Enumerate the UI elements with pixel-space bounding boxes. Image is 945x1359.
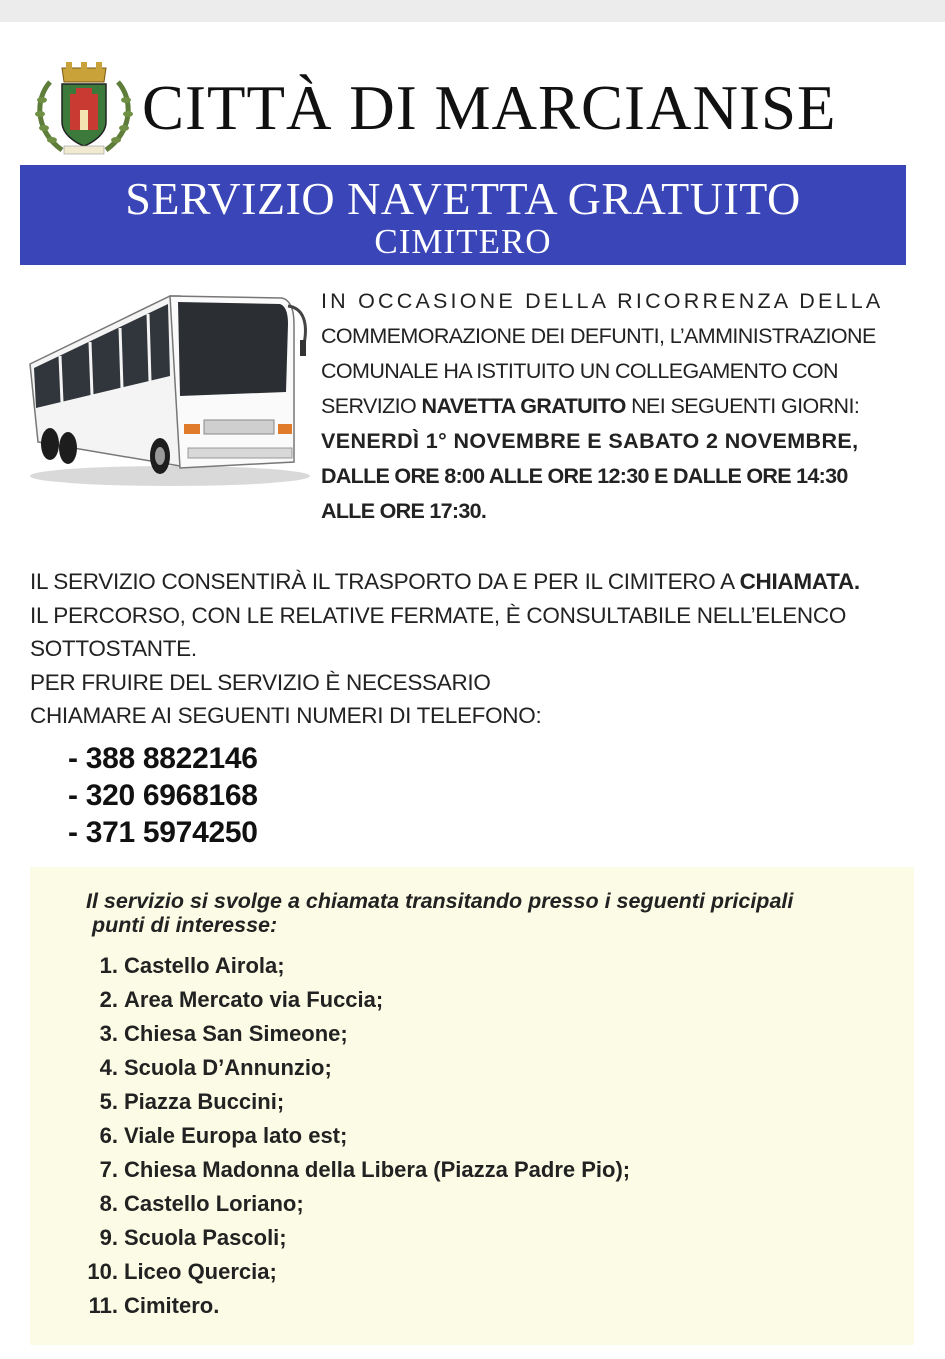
list-item [70, 1017, 630, 1051]
service-line [30, 565, 920, 599]
stop-number: 7. [99, 1157, 118, 1182]
stop-label: Viale Europa lato est; [124, 1123, 348, 1148]
title-banner [20, 165, 906, 265]
stop-number: 6. [99, 1123, 118, 1148]
phone-number[interactable]: - 371 5974250 [68, 816, 258, 849]
list-item [70, 1153, 630, 1187]
banner-subtitle: CIMITERO [374, 222, 552, 261]
list-item [70, 1051, 630, 1085]
list-item [70, 949, 630, 983]
service-paragraph [30, 565, 920, 733]
city-name-heading: CITTÀ DI MARCIANISE [142, 73, 837, 143]
stop-label: Liceo Quercia; [124, 1259, 277, 1284]
stop-label: Scuola Pascoli; [124, 1225, 287, 1250]
intro-highlight: NAVETTA GRATUITO [421, 394, 626, 418]
banner-title: SERVIZIO NAVETTA GRATUITO [125, 173, 801, 224]
stop-number: 5. [99, 1089, 118, 1114]
list-item [70, 1221, 630, 1255]
stop-label: Chiesa San Simeone; [124, 1021, 348, 1046]
intro-text: SERVIZIO [321, 394, 422, 418]
stop-number: 11. [88, 1293, 118, 1318]
stop-number: 3. [99, 1021, 118, 1046]
stop-label: Piazza Buccini; [124, 1089, 285, 1114]
flyer-page [0, 22, 945, 1359]
stop-number: 1. [99, 953, 118, 978]
service-hours: ALLE ORE 17:30. [321, 499, 487, 523]
stops-intro [86, 889, 886, 937]
phone-list [68, 740, 258, 851]
service-highlight: CHIAMATA. [739, 569, 860, 594]
list-item [70, 1289, 630, 1323]
stop-label: Area Mercato via Fuccia; [124, 987, 384, 1012]
service-hours: DALLE ORE 8:00 ALLE ORE 12:30 E DALLE ORE 14:30 [321, 464, 848, 488]
stop-label: Cimitero. [124, 1293, 220, 1318]
service-line: SOTTOSTANTE. [30, 636, 197, 661]
service-line: IL PERCORSO, CON LE RELATIVE FERMATE, È CONSULTABILE NELL’ELENCO [30, 602, 847, 628]
service-line: CHIAMARE AI SEGUENTI NUMERI DI TELEFONO: [30, 703, 542, 728]
list-item [70, 1085, 630, 1119]
stop-label: Castello Loriano; [124, 1191, 304, 1216]
intro-line: COMMEMORAZIONE DEI DEFUNTI, L’AMMINISTRAZIONE [321, 324, 876, 348]
intro-paragraph [321, 284, 901, 529]
service-text: IL SERVIZIO CONSENTIRÀ IL TRASPORTO DA E PER IL CIMITERO A [30, 569, 740, 594]
phone-number[interactable]: - 388 8822146 [68, 742, 258, 775]
stop-label: Scuola D’Annunzio; [124, 1055, 332, 1080]
stops-box [30, 867, 914, 1345]
list-item [70, 1255, 630, 1289]
service-dates: VENERDÌ 1° NOVEMBRE E SABATO 2 NOVEMBRE, [321, 429, 859, 453]
intro-line: IN OCCASIONE DELLA RICORRENZA DELLA [321, 289, 884, 313]
stops-intro-line: Il servizio si svolge a chiamata transitando presso i seguenti pricipali [86, 889, 794, 913]
stop-number: 8. [99, 1191, 118, 1216]
intro-line: COMUNALE HA ISTITUITO UN COLLEGAMENTO CON [321, 359, 838, 383]
stop-label: Chiesa Madonna della Libera (Piazza Padre Pio); [124, 1157, 631, 1182]
service-line: PER FRUIRE DEL SERVIZIO È NECESSARIO [30, 669, 491, 695]
stop-number: 9. [99, 1225, 118, 1250]
list-item [70, 1119, 630, 1153]
bus-icon [20, 284, 310, 504]
stops-list [70, 949, 630, 1323]
stop-number: 10. [87, 1259, 118, 1284]
list-item [70, 1187, 630, 1221]
intro-line [321, 389, 901, 424]
stop-number: 4. [99, 1055, 118, 1080]
city-coat-of-arms-icon [32, 60, 136, 158]
stop-number: 2. [99, 987, 118, 1012]
intro-text: NEI SEGUENTI GIORNI: [625, 394, 860, 418]
phone-number[interactable]: - 320 6968168 [68, 779, 258, 812]
list-item [70, 983, 630, 1017]
stop-label: Castello Airola; [124, 953, 285, 978]
stops-intro-line: punti di interesse: [92, 913, 278, 937]
